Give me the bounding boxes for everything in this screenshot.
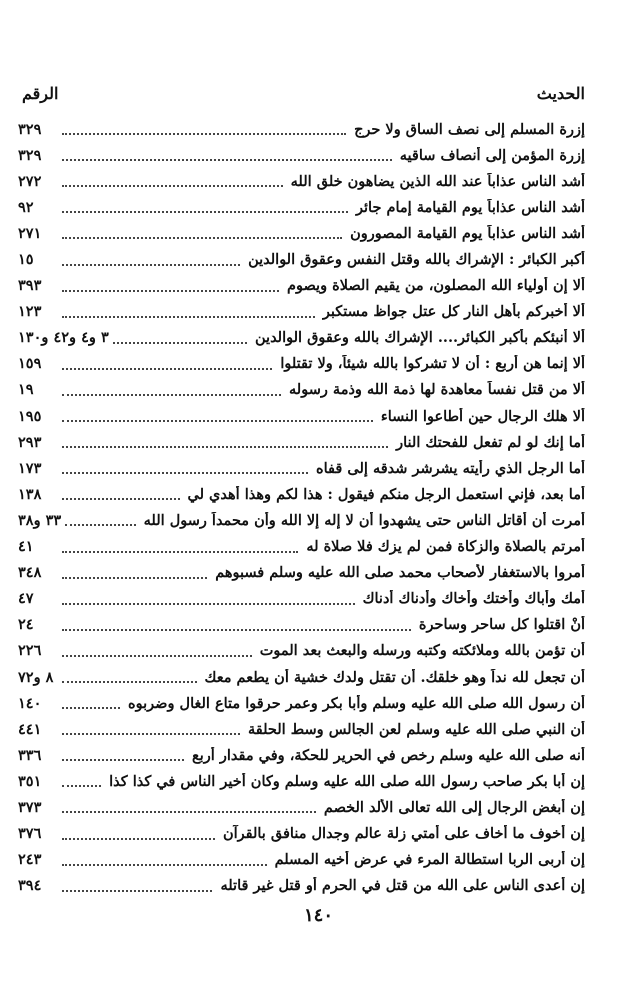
hadith-text: أمك وأباك وأختك وأخاك وأدناك أدناك xyxy=(362,590,585,608)
hadith-number: ٣٧٣ xyxy=(18,798,42,816)
hadith-text: أكبر الكبائر : الإشراك بالله وقتل النفس وعقوق الوالدين xyxy=(248,251,585,269)
index-entry xyxy=(18,194,585,220)
hadith-text: ألا من قتل نفساً معاهدة لها ذمة الله وذمة رسوله xyxy=(289,381,585,399)
hadith-number: ٢٩٣ xyxy=(18,433,42,451)
index-entry xyxy=(18,768,585,794)
number-column-heading: الرقم xyxy=(22,84,59,103)
hadith-number: ٨ و٧٢ xyxy=(18,668,54,686)
dot-leader xyxy=(65,524,135,526)
hadith-number: ٣٣ و٣٨ xyxy=(18,511,62,529)
hadith-number: ٣٧٦ xyxy=(18,825,42,843)
dot-leader xyxy=(62,420,373,422)
hadith-number: ٢٧١ xyxy=(18,224,42,242)
hadith-number: ٢٢٦ xyxy=(18,642,42,660)
dot-leader xyxy=(62,498,180,500)
index-entry xyxy=(18,821,585,847)
dot-leader xyxy=(62,472,308,474)
hadith-text: ألا هلك الرجال حين أطاعوا النساء xyxy=(380,407,585,425)
index-entry xyxy=(18,220,585,246)
index-entry xyxy=(18,168,585,194)
dot-leader xyxy=(62,707,120,709)
hadith-text: أمرت أن أقاتل الناس حتى يشهدوا أن لا إله إلا الله وأن محمداً رسول الله xyxy=(143,511,585,529)
dot-leader xyxy=(62,603,355,605)
dot-leader xyxy=(62,890,212,892)
index-entry xyxy=(18,560,585,586)
hadith-number: ٤٧ xyxy=(18,590,34,608)
hadith-text: أما الرجل الذي رأيته يشرشر شدقه إلى قفاه xyxy=(316,459,585,477)
hadith-text: أشد الناس عذاباً يوم القيامة المصورون xyxy=(350,224,585,242)
dot-leader xyxy=(62,864,267,866)
index-header xyxy=(22,84,585,114)
index-entry xyxy=(18,273,585,299)
hadith-text: إن أربى الربا استطالة المرء في عرض أخيه المسلم xyxy=(274,851,585,869)
hadith-number: ٣٩٤ xyxy=(18,877,42,895)
hadith-text: إن أبا بكر صاحب رسول الله صلى الله عليه وسلم وكان أخير الناس في كذا كذا xyxy=(109,772,585,790)
hadith-number: ٣٢٩ xyxy=(18,146,42,164)
hadith-text: ألا إنما هن أربع : أن لا تشركوا بالله شيئاً، ولا تقتلوا xyxy=(280,355,585,373)
index-entry xyxy=(18,377,585,403)
index-entry xyxy=(18,794,585,820)
dot-leader xyxy=(62,629,411,631)
hadith-number: ٣٤٨ xyxy=(18,564,42,582)
index-entry xyxy=(18,690,585,716)
dot-leader xyxy=(62,159,392,161)
hadith-text: ألا أنبئكم بأكبر الكبائر.... الإشراك بالله وعقوق الوالدين xyxy=(255,329,585,347)
index-entry xyxy=(18,403,585,429)
hadith-number: ٤٤١ xyxy=(18,720,42,738)
hadith-text: أنْ اقتلوا كل ساحر وساحرة xyxy=(418,616,585,634)
hadith-text: إن أعدى الناس على الله من قتل في الحرم أو قتل غير قاتله xyxy=(220,877,585,895)
index-entry xyxy=(18,507,585,533)
dot-leader xyxy=(62,133,346,135)
index-entry xyxy=(18,429,585,455)
hadith-number: ١٥ xyxy=(18,251,34,269)
index-entry xyxy=(18,116,585,142)
dot-leader xyxy=(62,211,348,213)
hadith-number: ٢٧٢ xyxy=(18,172,42,190)
hadith-number: ٤١ xyxy=(18,538,34,556)
hadith-text: إن أبغض الرجال إلى الله تعالى الألد الخصم xyxy=(323,798,585,816)
dot-leader xyxy=(62,237,342,239)
dot-leader xyxy=(62,290,279,292)
index-entry xyxy=(18,142,585,168)
page-number: ١٤٠ xyxy=(303,905,333,926)
index-entry xyxy=(18,455,585,481)
hadith-number: ١٥٩ xyxy=(18,355,42,373)
hadith-text: أما بعد، فإني استعمل الرجل منكم فيقول : هذا لكم وهذا أهدي لي xyxy=(187,485,585,503)
index-entry xyxy=(18,246,585,272)
hadith-number: ٣٩٣ xyxy=(18,277,42,295)
dot-leader xyxy=(62,446,388,448)
index-entry xyxy=(18,612,585,638)
index-entry xyxy=(18,873,585,899)
index-entry xyxy=(18,638,585,664)
dot-leader xyxy=(62,394,281,396)
index-entry xyxy=(18,716,585,742)
hadith-text: أن تجعل لله نداً وهو خلقك. أن تقتل ولدك خشية أن يطعم معك xyxy=(204,668,585,686)
dot-leader xyxy=(113,342,247,344)
hadith-text: أن النبي صلى الله عليه وسلم لعن الجالس وسط الحلقة xyxy=(247,720,585,738)
hadith-text: ألا أخبركم بأهل النار كل عتل جواظ مستكبر xyxy=(322,303,585,321)
hadith-number: ٢٤٣ xyxy=(18,851,42,869)
dot-leader xyxy=(62,811,316,813)
hadith-text: أشد الناس عذاباً عند الله الذين يضاهون خلق الله xyxy=(290,172,585,190)
hadith-number: ٣٥١ xyxy=(18,772,42,790)
dot-leader xyxy=(62,577,207,579)
hadith-number: ٩٢ xyxy=(18,198,34,216)
dot-leader xyxy=(62,368,272,370)
hadith-text: أشد الناس عذاباً يوم القيامة إمام جائر xyxy=(356,198,585,216)
dot-leader xyxy=(62,185,283,187)
hadith-number: ١٤٠ xyxy=(18,694,42,712)
dot-leader xyxy=(62,551,298,553)
hadith-number: ١٩ xyxy=(18,381,34,399)
index-entry xyxy=(18,847,585,873)
index-entry xyxy=(18,351,585,377)
hadith-text: أمروا بالاستغفار لأصحاب محمد صلى الله عليه وسلم فسبوهم xyxy=(215,564,585,582)
hadith-index-list xyxy=(18,116,585,899)
hadith-text: أمرتم بالصلاة والزكاة فمن لم يزك فلا صلاة له xyxy=(306,538,585,556)
dot-leader xyxy=(62,733,240,735)
hadith-number: ١٣٨ xyxy=(18,485,42,503)
hadith-number: ١٧٣ xyxy=(18,459,42,477)
dot-leader xyxy=(62,785,101,787)
hadith-text: ألا إن أولياء الله المصلون، من يقيم الصلاة ويصوم xyxy=(286,277,585,295)
hadith-text: إزرة المؤمن إلى أنصاف ساقيه xyxy=(399,146,585,164)
index-entry xyxy=(18,586,585,612)
index-entry xyxy=(18,325,585,351)
hadith-number: ٣٣٦ xyxy=(18,746,42,764)
hadith-number: ٢٤ xyxy=(18,616,34,634)
hadith-text: أما إنك لو لم تفعل للفحتك النار xyxy=(396,433,585,451)
dot-leader xyxy=(62,264,240,266)
hadith-number: ٣ و٤ و٤٢ و١٣٠ xyxy=(18,329,109,347)
index-entry xyxy=(18,534,585,560)
index-entry xyxy=(18,664,585,690)
dot-leader xyxy=(62,316,315,318)
index-entry xyxy=(18,481,585,507)
hadith-text: أن تؤمن بالله وملائكته وكتبه ورسله والبعث بعد الموت xyxy=(259,642,585,660)
dot-leader xyxy=(62,759,184,761)
hadith-text: أن رسول الله صلى الله عليه وسلم وأبا بكر وعمر حرقوا متاع الغال وضربوه xyxy=(128,694,585,712)
hadith-number: ٣٢٩ xyxy=(18,120,42,138)
dot-leader xyxy=(62,838,215,840)
hadith-number: ١٢٣ xyxy=(18,303,42,321)
dot-leader xyxy=(62,655,252,657)
hadith-text: أنه صلى الله عليه وسلم رخص في الحرير للحكة، وفي مقدار أربع xyxy=(192,746,585,764)
index-entry xyxy=(18,299,585,325)
hadith-text: إزرة المسلم إلى نصف الساق ولا حرج xyxy=(354,120,585,138)
hadith-column-heading: الحديث xyxy=(536,84,585,103)
hadith-text: إن أخوف ما أخاف على أمتي زلة عالم وجدال منافق بالقرآن xyxy=(222,825,585,843)
hadith-number: ١٩٥ xyxy=(18,407,42,425)
dot-leader xyxy=(62,681,197,683)
index-entry xyxy=(18,742,585,768)
